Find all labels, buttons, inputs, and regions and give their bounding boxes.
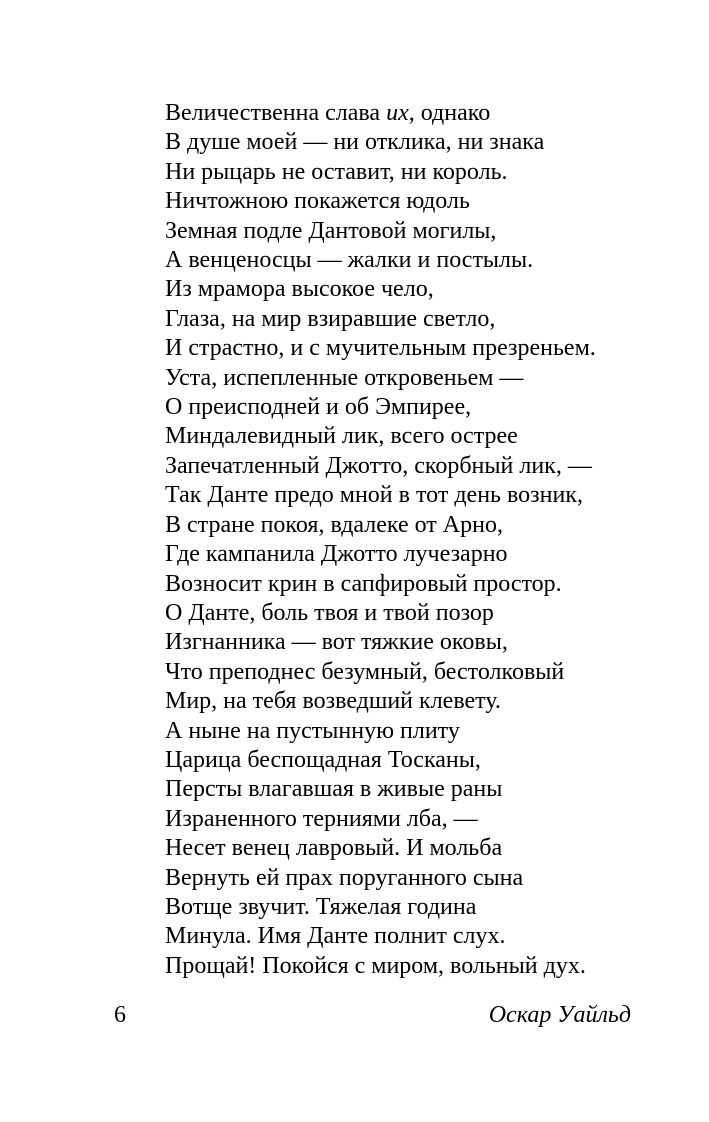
poem-line: А венценосцы — жалки и постылы.: [165, 247, 534, 274]
poem-line: В душе моей — ни отклика, ни знака: [165, 129, 545, 156]
poem-line: Уста, испепленные откровеньем —: [165, 364, 524, 391]
poem-line: Минула. Имя Данте полнит слух.: [165, 923, 506, 950]
poem-line: Глаза, на мир взиравшие светло,: [165, 305, 496, 332]
poem-line: Ничтожною покажется юдоль: [165, 188, 470, 215]
page-footer: [114, 1000, 631, 1030]
poem-line: О преисподней и об Эмпирее,: [165, 394, 472, 421]
poem-line: Вотще звучит. Тяжелая година: [165, 893, 477, 920]
poem-line: Персты влагавшая в живые раны: [165, 776, 503, 803]
author-name: Оскар Уайльд: [488, 1002, 631, 1028]
poem-line-text: , однако: [408, 100, 491, 126]
poem-line: О Данте, боль твоя и твой позор: [165, 599, 494, 626]
poem-line: [165, 99, 596, 128]
poem-line: Земная подле Дантовой могилы,: [165, 217, 497, 244]
poem-line: В стране покоя, вдалеке от Арно,: [165, 511, 503, 538]
page-number: 6: [114, 1002, 126, 1028]
poem-line: Царица беспощадная Тосканы,: [165, 746, 481, 773]
poem: [165, 99, 596, 981]
poem-line: Так Данте предо мной в тот день возник,: [165, 482, 583, 509]
poem-line: Миндалевидный лик, всего острее: [165, 423, 518, 450]
poem-line: Из мрамора высокое чело,: [165, 276, 434, 303]
poem-line: Несет венец лавровый. И мольба: [165, 835, 503, 862]
poem-line: И страстно, и с мучительным презреньем.: [165, 335, 596, 362]
poem-line: Ни рыцарь не оставит, ни король.: [165, 158, 508, 185]
poem-line: А ныне на пустынную плиту: [165, 717, 460, 744]
poem-line: Прощай! Покойся с миром, вольный дух.: [165, 952, 586, 979]
poem-line: Мир, на тебя возведший клевету.: [165, 688, 501, 715]
poem-line: Вернуть ей прах поруганного сына: [165, 864, 524, 891]
poem-line-emphasis: их: [386, 100, 409, 126]
poem-line: Что преподнес безумный, бестолковый: [165, 658, 565, 685]
poem-line: Изгнанника — вот тяжкие оковы,: [165, 629, 508, 656]
poem-line: Возносит крин в сапфировый простор.: [165, 570, 562, 597]
poem-line: Где кампанила Джотто лучезарно: [165, 541, 508, 568]
poem-line: Израненного терниями лба, —: [165, 805, 478, 832]
poem-line-text: Величественна слава: [165, 100, 387, 126]
poem-line: Запечатленный Джотто, скорбный лик, —: [165, 452, 592, 479]
